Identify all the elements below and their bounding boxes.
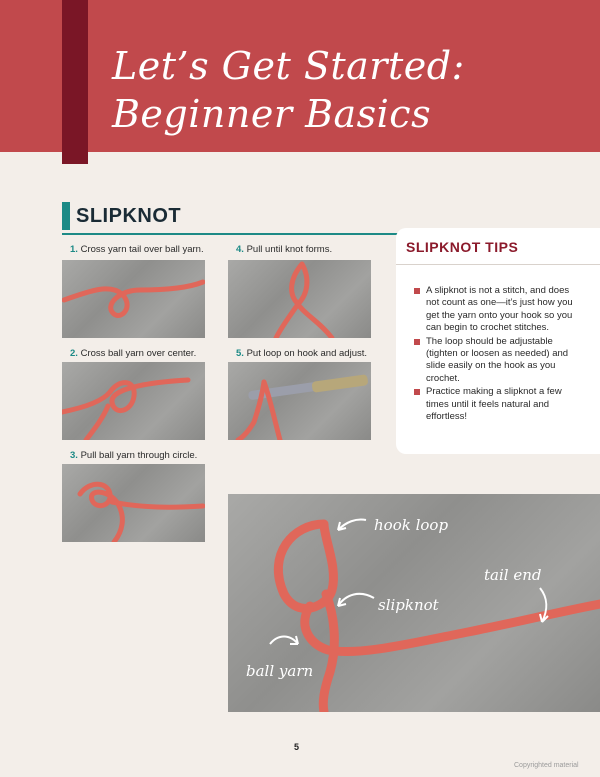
page-number: 5 (294, 742, 300, 752)
step-text: Put loop on hook and adjust. (246, 348, 368, 359)
section-marker (62, 202, 70, 230)
tip-item (414, 336, 576, 386)
tips-title: SLIPKNOT TIPS (406, 239, 519, 255)
square-bullet-icon (414, 288, 420, 294)
tips-divider (396, 264, 600, 265)
step-label (236, 244, 332, 256)
step-5-photo (228, 362, 371, 440)
page-title-line1: Let’s Get Started: (112, 44, 465, 88)
page-title-line2: Beginner Basics (112, 92, 432, 136)
square-bullet-icon (414, 389, 420, 395)
square-bullet-icon (414, 339, 420, 345)
section-title: SLIPKNOT (76, 205, 182, 227)
slipknot-annotated-photo (228, 494, 600, 712)
step-3-photo (62, 464, 205, 542)
step-text: Cross ball yarn over center. (80, 348, 197, 359)
step-text: Pull ball yarn through circle. (80, 450, 198, 461)
step-label (70, 450, 197, 462)
step-label (70, 244, 204, 256)
tip-item (414, 285, 576, 335)
step-number: 2. (70, 348, 78, 359)
step-text: Pull until knot forms. (246, 244, 333, 255)
step-number: 5. (236, 348, 244, 359)
step-1-photo (62, 260, 205, 338)
tip-item (414, 386, 576, 423)
step-number: 4. (236, 244, 244, 255)
header-accent-bar (62, 0, 88, 164)
step-2-photo (62, 362, 205, 440)
step-text: Cross yarn tail over ball yarn. (80, 244, 204, 255)
tips-list (414, 285, 576, 424)
tip-text: The loop should be adjustable (tighten or loosen as needed) and slide easily on the hook as you crochet. (426, 335, 569, 384)
step-label (70, 348, 196, 360)
label-hook-loop: hook loop (374, 516, 449, 534)
copyright-notice: Copyrighted material (514, 762, 579, 769)
page-title (112, 42, 582, 138)
step-label (236, 348, 367, 360)
step-number: 3. (70, 450, 78, 461)
step-4-photo (228, 260, 371, 338)
label-ball-yarn: ball yarn (246, 662, 314, 680)
label-tail-end: tail end (484, 566, 542, 584)
arrow-icon (270, 637, 298, 645)
tip-text: Practice making a slipknot a few times until it feels natural and effortless! (426, 386, 562, 423)
step-number: 1. (70, 244, 78, 255)
tip-text: A slipknot is not a stitch, and does not count as one—it’s just how you get the yarn onto your hook so you can begin to crochet stitches. (426, 285, 573, 334)
label-slipknot: slipknot (378, 596, 439, 614)
